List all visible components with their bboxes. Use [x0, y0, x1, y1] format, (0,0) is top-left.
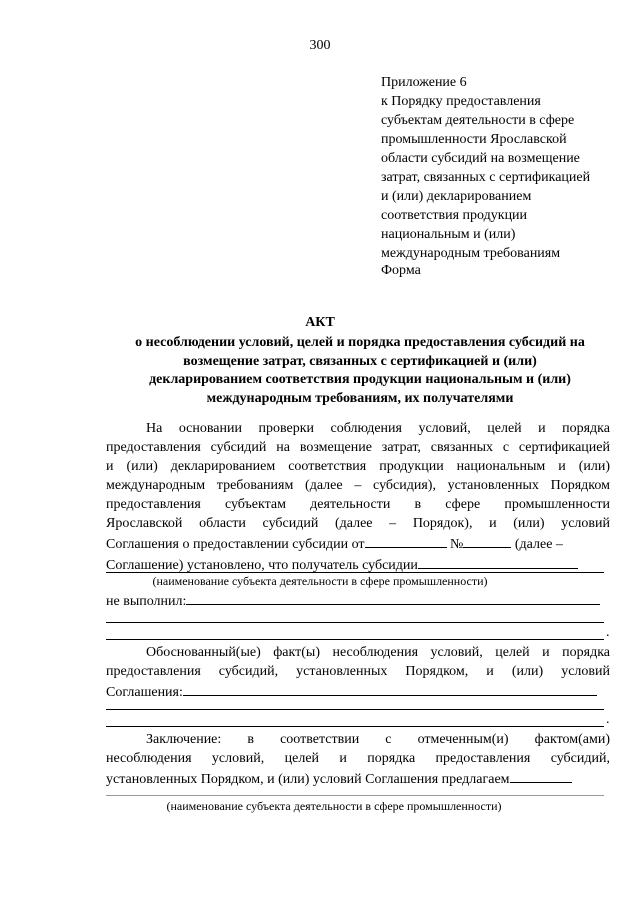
paragraph-line: Ярославской области субсидий (далее – Порядок), и (или) условий [106, 516, 610, 531]
subtitle-line: декларированием соответствия продукции национальным и (или) [149, 372, 571, 387]
blank-line[interactable] [106, 639, 604, 640]
paragraph-basis [106, 419, 610, 575]
not-fulfilled-line [106, 590, 610, 611]
subtitle-line: о несоблюдении условий, целей и порядка предоставления субсидий на [135, 335, 585, 350]
subject-name-line[interactable] [106, 572, 604, 573]
agreement-text: Соглашения о предоставлении субсидии от [106, 537, 365, 552]
document-subtitle [100, 334, 620, 408]
paragraph-line: На основании проверки соблюдения условий, целей и порядка [146, 421, 610, 436]
paragraph-line: несоблюдения условий, целей и порядка предоставления субсидий, [106, 751, 610, 766]
paragraph-line-agreement [106, 533, 610, 554]
agreement-date-field[interactable] [365, 533, 447, 548]
paragraph-line: Обоснованный(ые) факт(ы) несоблюдения условий, целей и порядка [146, 645, 610, 660]
proposal-text: установленных Порядком, и (или) условий Соглашения предлагаем [106, 772, 510, 787]
appendix-line: субъектам деятельности в сфере [381, 113, 575, 128]
subject-name-line-2[interactable] [106, 795, 604, 796]
proposal-field[interactable] [510, 768, 572, 783]
paragraph-line: предоставления субсидий, установленных Порядком, и (или) условий [106, 664, 610, 679]
appendix-line: к Порядку предоставления [381, 94, 541, 109]
blank-line[interactable] [106, 622, 604, 623]
number-sign: № [450, 537, 464, 552]
appendix-line: области субсидий на возмещение [381, 151, 580, 166]
recipient-text: Соглашение) установлено, что получатель субсидии [106, 558, 418, 573]
appendix-block [381, 73, 631, 263]
appendix-line: соответствия продукции [381, 208, 528, 223]
paragraph-line: и (или) декларированием соответствия продукции национальным и (или) [106, 459, 610, 474]
paragraph-line-agreement-conditions [106, 681, 610, 702]
appendix-line: национальным и (или) [381, 227, 516, 242]
recipient-name-field[interactable] [418, 554, 578, 569]
page-number: 300 [309, 38, 331, 53]
not-fulfilled-row [106, 590, 610, 611]
agreement-number-field[interactable] [463, 533, 511, 548]
agreement-hereinafter: (далее – [514, 537, 563, 552]
subtitle-line: международным требованиям, их получателями [206, 390, 514, 406]
appendix-line: международным требованиям [381, 246, 561, 261]
appendix-line: промышленности Ярославской [381, 132, 567, 147]
paragraph-conclusion [106, 730, 610, 789]
period: . [606, 712, 610, 727]
document-title: АКТ [305, 315, 335, 330]
subject-name-caption: (наименование субъекта деятельности в сфере промышленности) [152, 574, 488, 588]
blank-line[interactable] [106, 726, 604, 727]
paragraph-line: международным требованиям (далее – субсидия), установленных Порядком [106, 478, 610, 493]
form-label: Форма [381, 263, 421, 278]
appendix-line: и (или) декларированием [381, 189, 532, 204]
appendix-line: затрат, связанных с сертификацией [381, 170, 591, 185]
paragraph-line-proposal [106, 768, 610, 789]
appendix-line: Приложение 6 [381, 75, 467, 90]
period: . [606, 625, 610, 640]
blank-line[interactable] [106, 709, 604, 710]
paragraph-line: Заключение: в соответствии с отмеченным(и) фактом(ами) [146, 732, 610, 747]
not-fulfilled-label: не выполнил: [106, 594, 187, 609]
subject-name-caption-2: (наименование субъекта деятельности в сфере промышленности) [166, 799, 502, 813]
facts-field[interactable] [183, 681, 597, 696]
not-fulfilled-field[interactable] [186, 590, 600, 605]
paragraph-facts [106, 643, 610, 702]
paragraph-line: предоставления субсидий на возмещение затрат, связанных с сертификацией [106, 440, 610, 455]
paragraph-line: предоставления субъектам деятельности в сфере промышленности [106, 497, 610, 512]
agreement-label: Соглашения: [106, 685, 183, 700]
subtitle-line: возмещение затрат, связанных с сертификацией и (или) [183, 353, 537, 369]
